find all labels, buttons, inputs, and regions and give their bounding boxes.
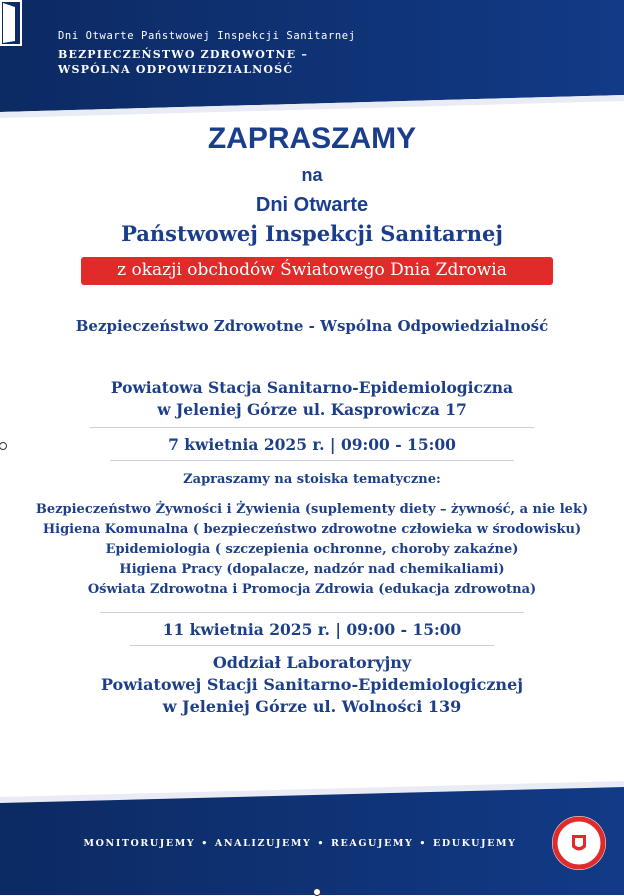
location2-line2: Powiatowej Stacji Sanitarno-Epidemiologicznej [100, 675, 524, 694]
location2-address [0, 652, 624, 718]
pis-seal-logo [551, 815, 607, 871]
stand-item: Higiena Pracy (dopalacze, nadzór nad chemikaliami) [119, 562, 505, 577]
header-band [0, 0, 624, 135]
header-slogan-line1: BEZPIECZEŃSTWO ZDROWOTNE – [58, 48, 309, 61]
stands-heading: Zapraszamy na stoiska tematyczne: [183, 472, 441, 487]
location1-line1: Powiatowa Stacja Sanitarno-Epidemiologiczna [110, 378, 514, 397]
footer-word: ANALIZUJEMY [214, 838, 312, 849]
footer-word: REAGUJEMY [331, 838, 414, 849]
footer-separator: • [201, 838, 209, 849]
event-name-line2: Państwowej Inspekcji Sanitarnej [121, 221, 503, 246]
divider [130, 645, 494, 646]
invite-title: ZAPRASZAMY [207, 122, 417, 155]
header-slogan [58, 47, 308, 77]
date1: 7 kwietnia 2025 r. | 09:00 - 15:00 [168, 435, 456, 454]
door-icon [0, 0, 22, 46]
footer-band [0, 775, 624, 895]
date2: 11 kwietnia 2025 r. | 09:00 - 15:00 [162, 620, 462, 639]
location1-line2: w Jeleniej Górze ul. Kasprowicza 17 [157, 400, 467, 419]
stand-item: Oświata Zdrowotna i Promocja Zdrowia (edukacja zdrowotna) [87, 582, 537, 597]
event-name-line1: Dni Otwarte [255, 194, 369, 216]
occasion-text: z okazji obchodów Światowego Dnia Zdrowia [117, 260, 507, 280]
header-slogan-line2: WSPÓLNA ODPOWIEDZIALNOŚĆ [58, 63, 294, 76]
footer-slogan [60, 838, 540, 849]
invite-na: na [301, 165, 323, 185]
footer-separator: • [317, 838, 326, 849]
footer-separator: • [419, 838, 428, 849]
stands-list [0, 500, 624, 600]
location2-line3: w Jeleniej Górze ul. Wolności 139 [162, 697, 462, 716]
location2-line1: Oddział Laboratoryjny [212, 653, 412, 672]
header-top-line: Dni Otwarte Państwowej Inspekcji Sanitarnej [58, 30, 356, 42]
stand-item: Bezpieczeństwo Żywności i Żywienia (suplementy diety – żywność, a nie lek) [35, 502, 589, 517]
divider [100, 612, 524, 613]
divider [90, 427, 534, 428]
footer-word: MONITORUJEMY [83, 838, 196, 849]
stand-item: Epidemiologia ( szczepienia ochronne, choroby zakaźne) [105, 542, 519, 557]
divider [110, 460, 514, 461]
footer-word: EDUKUJEMY [433, 838, 517, 849]
stand-item: Higiena Komunalna ( bezpieczeństwo zdrowotne człowieka w środowisku) [42, 522, 582, 537]
footer-background [0, 775, 624, 895]
motto: Bezpieczeństwo Zdrowotne - Wspólna Odpowiedzialność [75, 317, 549, 335]
